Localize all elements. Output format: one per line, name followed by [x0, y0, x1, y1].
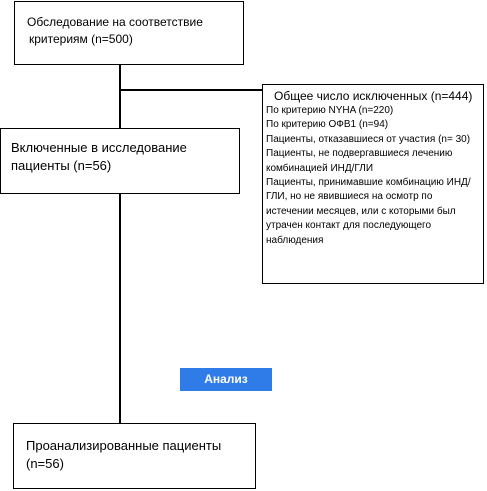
- included-box: [0, 128, 240, 194]
- excluded-item: По критерию NYHA (n=220): [266, 105, 394, 116]
- analysis-stage-badge: Анализ: [180, 368, 272, 391]
- excluded-item: Пациенты, не подвергавшиеся лечению комбинацией ИНД/ГЛИ: [266, 148, 453, 174]
- connector-screening-to-included: [119, 65, 121, 128]
- excluded-title: Общее число исключенных (n=444): [274, 89, 473, 103]
- connector-included-to-analyzed: [119, 194, 121, 423]
- excluded-item: По критерию ОФВ1 (n=94): [266, 119, 389, 131]
- excluded-item: Пациенты, принимавшие комбинацию ИНД/ГЛИ, но не явившиеся на осмотр по истечении месяцев, или с которыми был утрачен контакт для последующего наблюдения: [266, 177, 471, 246]
- screening-text-line2: критериям (n=500): [29, 32, 133, 46]
- excluded-item: Пациенты, отказавшиеся от участия (n= 30): [266, 133, 471, 145]
- included-text: Включенные в исследование пациенты (n=56): [11, 140, 187, 173]
- screening-text-line1: Обследование на соответствие: [27, 15, 203, 29]
- analyzed-text: Проанализированные пациенты (n=56): [26, 438, 222, 471]
- screening-box: [14, 1, 244, 65]
- excluded-box: [262, 84, 484, 284]
- connector-to-excluded: [120, 89, 262, 91]
- analyzed-box: [13, 423, 256, 489]
